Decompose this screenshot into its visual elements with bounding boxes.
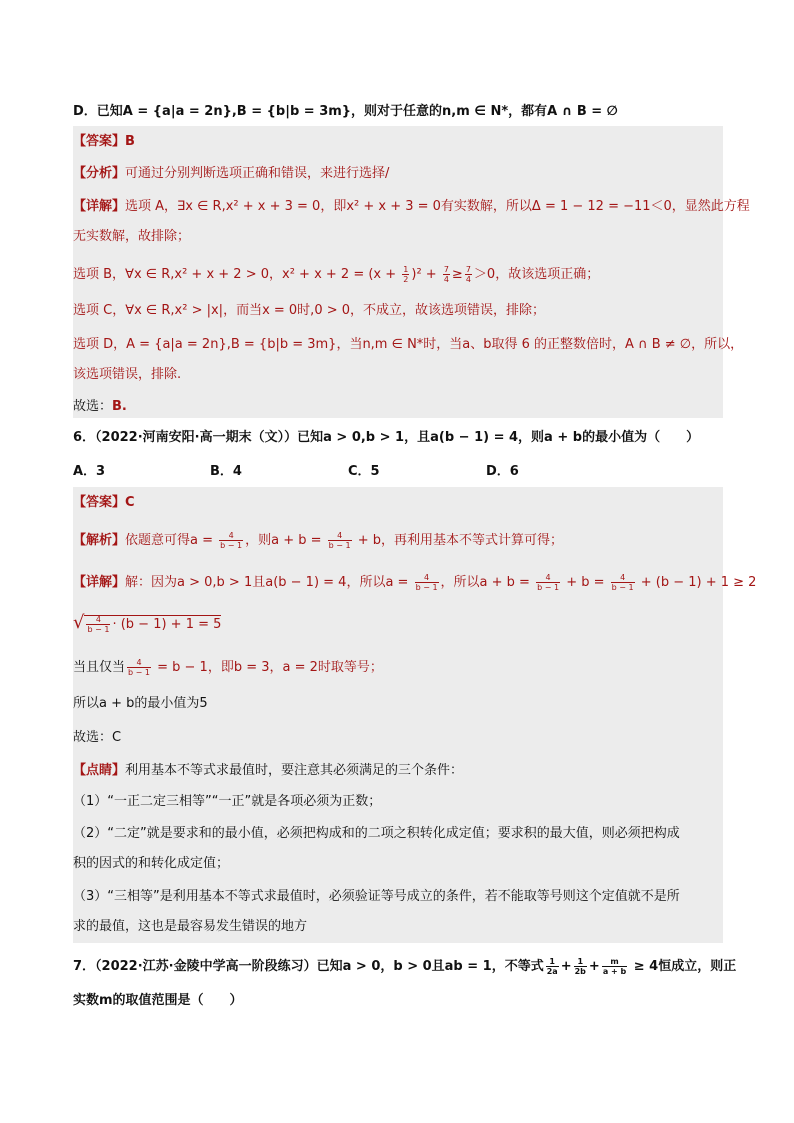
q6-answer-line (73, 492, 723, 514)
detail-text: 解：因为a > 0,b > 1且a(b − 1) = 4，所以a = (125, 575, 413, 590)
fraction (328, 531, 352, 550)
fraction-numerator: 4 (536, 573, 560, 583)
q5-detail-line-2: 无实数解，故排除； (73, 229, 191, 244)
detail-text: ，所以a + b = (440, 575, 535, 590)
fraction-numerator: 1 (574, 957, 587, 967)
q6-choose-line: 故选：C (73, 730, 122, 745)
fraction-denominator: b − 1 (87, 625, 110, 634)
fraction (127, 658, 151, 677)
q6-detail-line-2 (73, 612, 723, 636)
fraction-numerator: 1 (403, 265, 409, 274)
analysis-text: 可通过分别判断选项正确和错误，来进行选择/ (125, 166, 390, 181)
fraction-numerator: 4 (127, 658, 151, 668)
answer-value: B (125, 134, 135, 149)
q6-stem: 6．（2022·河南安阳·高一期末（文））已知a > 0,b > 1，且a(b − 1) = 4，则a + b的最小值为（ ） (73, 430, 700, 445)
fraction (443, 265, 450, 284)
fraction-numerator: m (602, 957, 627, 967)
fraction-denominator: 2b (574, 967, 586, 976)
point-text: 利用基本不等式求最值时，要注意其必须满足的三个条件： (125, 763, 464, 778)
q6-option-d: D．6 (486, 464, 519, 479)
fraction (602, 957, 627, 976)
detail-b-text: ≥ (451, 267, 463, 282)
point-tag: 【点睛】 (73, 763, 126, 778)
detail-b-text: )² + (411, 267, 441, 282)
fraction-numerator: 4 (415, 573, 439, 583)
analysis-text: 依题意可得a = (125, 533, 218, 548)
fraction (546, 957, 559, 976)
fraction (86, 615, 110, 634)
fraction-denominator: b − 1 (537, 583, 560, 592)
detail-tag: 【详解】 (73, 575, 126, 590)
fraction-numerator: 4 (328, 531, 352, 541)
fraction (536, 573, 560, 592)
q6-detail-line-3 (73, 657, 723, 679)
fraction-denominator: b − 1 (128, 668, 150, 677)
q6-detail-line-4: 所以a + b的最小值为5 (73, 696, 208, 711)
q6-point-2b: 积的因式的和转化成定值； (73, 856, 230, 871)
sqrt-sign: √ (73, 612, 85, 633)
q6-point-3a: （3）“三相等”是利用基本不等式求最值时，必须验证等号成立的条件，若不能取等号则这个定值就不是所 (73, 889, 680, 904)
fraction-denominator: 2a (546, 967, 558, 976)
detail-text: + (b − 1) + 1 ≥ 2 (636, 575, 757, 590)
fraction-denominator: 4 (443, 275, 449, 284)
q5-detail-option-b (73, 264, 723, 286)
detail-text: = b − 1，即b = 3，a = 2时取等号； (152, 660, 383, 675)
fraction (415, 573, 439, 592)
q7-stem-line-2: 实数m的取值范围是（ ） (73, 993, 243, 1008)
detail-tag: 【详解】 (73, 199, 126, 214)
q6-point-1: （1）“一正二定三相等”“一正”就是各项必须为正数； (73, 794, 382, 809)
fraction-denominator: b − 1 (415, 583, 438, 592)
fraction-numerator: 4 (219, 531, 243, 541)
stem-text: ≥ 4恒成立，则正 (629, 959, 737, 974)
detail-text: 选项 A，∃x ∈ R,x² + x + 3 = 0，即x² + x + 3 = 0有实数解，所以Δ = 1 − 12 = −11＜0，显然此方程 (125, 199, 750, 214)
q6-option-a: A．3 (73, 464, 106, 479)
fraction (611, 573, 635, 592)
fraction-denominator: a + b (602, 967, 627, 976)
fraction-denominator: b − 1 (220, 541, 243, 550)
q6-point-3b: 求的最值，这也是最容易发生错误的地方 (73, 919, 308, 934)
q5-detail-line-1 (73, 196, 750, 218)
fraction (574, 957, 587, 976)
fraction-denominator: b − 1 (611, 583, 634, 592)
detail-text: 当且仅当 (73, 660, 126, 675)
detail-text: · (b − 1) + 1 = 5 (112, 617, 222, 632)
fraction-denominator: 2 (403, 275, 409, 284)
detail-b-text: ＞0，故该选项正确； (473, 267, 600, 282)
analysis-tag: 【分析】 (73, 166, 126, 181)
q6-point-2a: （2）“二定”就是要求和的最小值，必须把构成和的二项之积转化成定值；要求积的最大值，则必须把构成 (73, 826, 680, 841)
fraction-numerator: 4 (86, 615, 110, 625)
fraction-denominator: b − 1 (328, 541, 351, 550)
fraction-numerator: 1 (546, 957, 559, 967)
q7-stem-line-1: 7．（2022·江苏·金陵中学高一阶段练习）已知a > 0，b > 0且ab = 1，不等式 $\frac{1}{2a}$ + $\frac{1}{2b}$ + $\frac{m}{a + b}$ ≥ 4恒成立，则正 (73, 957, 737, 976)
q6-option-b: B．4 (210, 464, 242, 479)
q6-point-line (73, 760, 723, 782)
fraction-numerator: 7 (443, 265, 449, 274)
detail-b-text: 选项 B，∀x ∈ R,x² + x + 2 > 0，x² + x + 2 = (x + (73, 267, 401, 282)
answer-value: C (125, 495, 135, 510)
q5-option-d: D．已知A = {a|a = 2n},B = {b|b = 3m}，则对于任意的n,m ∈ N*，都有A ∩ B = ∅ (73, 104, 618, 119)
fraction (402, 265, 409, 284)
q5-detail-option-d-1: 选项 D，A = {a|a = 2n},B = {b|b = 3m}，当n,m ∈ N*时，当a、b取得 6 的正整数倍时，A ∩ B ≠ ∅，所以， (73, 337, 744, 352)
fraction-numerator: 4 (611, 573, 635, 583)
stem-text: 7．（2022·江苏·金陵中学高一阶段练习）已知a > 0，b > 0且ab = 1，不等式 (73, 959, 544, 974)
fraction (219, 531, 243, 550)
fraction-numerator: 7 (465, 265, 471, 274)
sqrt-body (84, 615, 221, 632)
detail-text: + b = (562, 575, 609, 590)
analysis-tag: 【解析】 (73, 533, 126, 548)
q5-answer-line (73, 131, 723, 153)
fraction (465, 265, 472, 284)
q5-analysis-line (73, 163, 723, 185)
choose-value: B. (112, 399, 127, 414)
q6-analysis-line (73, 530, 723, 552)
answer-tag: 【答案】 (73, 134, 126, 149)
q6-detail-line-1 (73, 572, 757, 594)
choose-label: 故选： (73, 399, 113, 414)
analysis-text: + b，再利用基本不等式计算可得； (353, 533, 564, 548)
answer-tag: 【答案】 (73, 495, 126, 510)
analysis-text: ，则a + b = (245, 533, 326, 548)
q6-option-c: C．5 (348, 464, 380, 479)
q5-choose-line (73, 396, 723, 418)
fraction-denominator: 4 (465, 275, 471, 284)
q5-detail-option-c: 选项 C，∀x ∈ R,x² > |x|，而当x = 0时,0 > 0，不成立，故该选项错误，排除； (73, 303, 546, 318)
q5-detail-option-d-2: 该选项错误，排除. (73, 367, 182, 382)
